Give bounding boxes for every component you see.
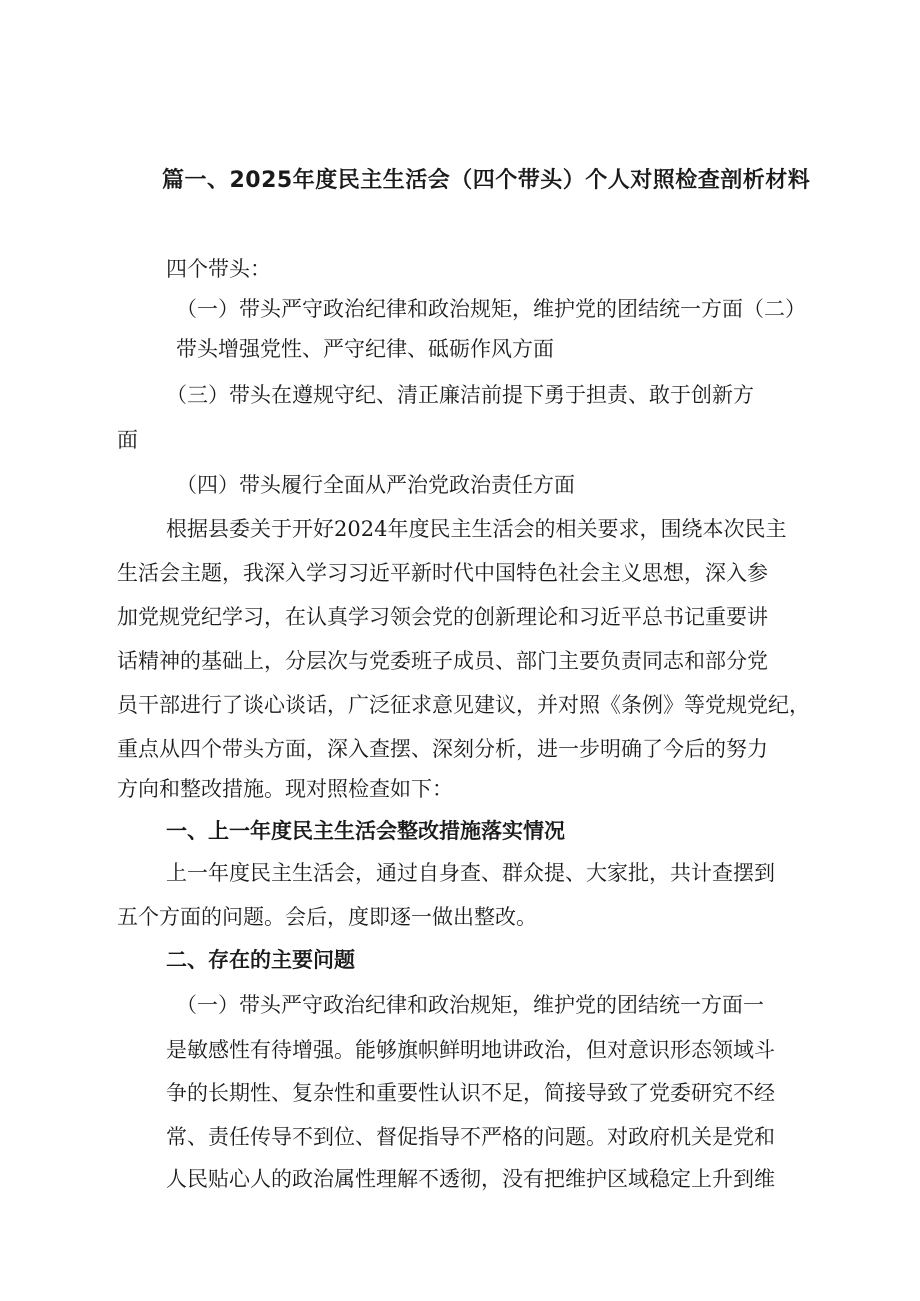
para1-line: 根据县委关于开好2024年度民主生活会的相关要求，围绕本次民主 [166,517,787,541]
section1-line: 五个方面的问题。会后，度即逐一做出整改。 [117,905,537,929]
para1-line: 生活会主题，我深入学习习近平新时代中国特色社会主义思想，深入参 [117,561,768,585]
section2-line: 是敏感性有待增强。能够旗帜鲜明地讲政治，但对意识形态领域斗 [166,1038,775,1062]
item-line-2: 带头增强党性、严守纪律、砥砺作风方面 [176,337,554,361]
section2-line: 人民贴心人的政治属性理解不透彻，没有把维护区域稳定上升到维 [166,1167,775,1191]
item-line-4: 面 [117,428,138,452]
document-title: 篇一、2025年度民主生活会（四个带头）个人对照检查剖析材料 [162,168,811,193]
section1-heading: 一、上一年度民主生活会整改措施落实情况 [166,819,565,843]
section2-heading: 二、存在的主要问题 [166,948,355,972]
item-line-3: （三）带头在遵规守纪、清正廉洁前提下勇于担责、敢于创新方 [166,383,754,407]
item-line-5: （四）带头履行全面从严治党政治责任方面 [176,473,575,497]
para1-line: 员干部进行了谈心谈话，广泛征求意见建议，并对照《条例》等党规党纪， [117,693,810,717]
section1-line: 上一年度民主生活会，通过自身查、群众提、大家批，共计查摆到 [166,861,775,885]
para1-line: 方向和整改措施。现对照检查如下： [117,777,453,801]
section2-line: 常、责任传导不到位、督促指导不严格的问题。对政府机关是党和 [166,1125,775,1149]
item-line-1: （一）带头严守政治纪律和政治规矩，维护党的团结统一方面（二） [176,297,806,321]
para1-line: 加党规党纪学习，在认真学习领会党的创新理论和习近平总书记重要讲 [117,605,768,629]
intro-label: 四个带头： [166,257,271,281]
para1-line: 重点从四个带头方面，深入查摆、深刻分析，进一步明确了今后的努力 [117,737,768,761]
para1-line: 话精神的基础上，分层次与党委班子成员、部门主要负责同志和部分党 [117,649,768,673]
section2-line: 争的长期性、复杂性和重要性认识不足，简接导致了党委研究不经 [166,1081,775,1105]
section2-line: （一）带头严守政治纪律和政治规矩，维护党的团结统一方面一 [176,993,764,1017]
